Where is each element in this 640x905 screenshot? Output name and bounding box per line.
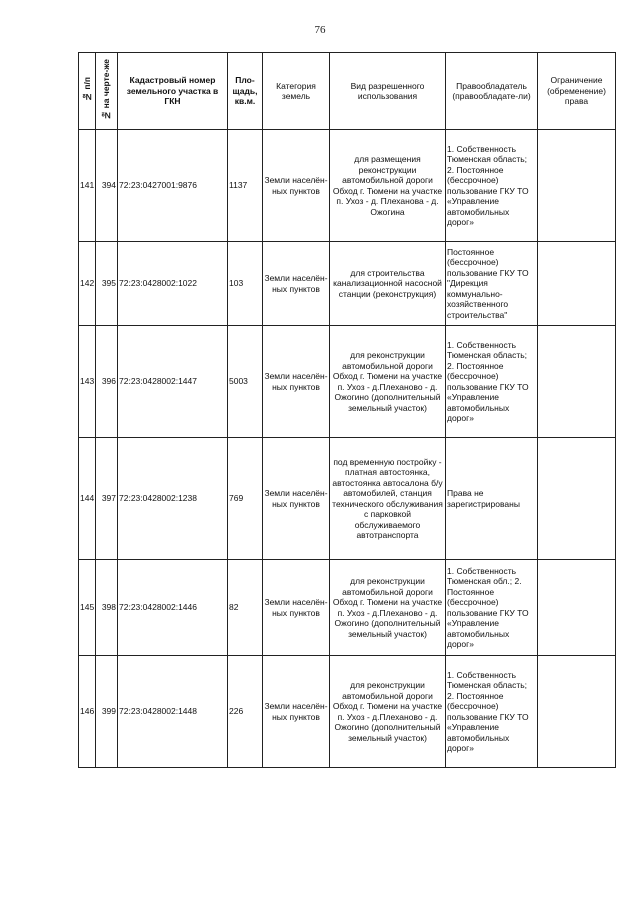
cell-use: для реконструкции автомобильной дороги Обход г. Тюмени на участке п. Ухоз - д.Плеханово - д. Ожогино (дополнительный земельный участок) xyxy=(330,656,446,768)
cell-plan: 395 xyxy=(96,242,118,326)
cell-area: 1137 xyxy=(228,130,263,242)
land-plots-table xyxy=(78,52,616,768)
cell-cadastral: 72:23:0427001:9876 xyxy=(118,130,228,242)
cell-use: для реконструкции автомобильной дороги Обход г. Тюмени на участке п. Ухоз - д.Плеханово - д. Ожогино (дополнительный земельный участок) xyxy=(330,326,446,438)
cell-owner: Постоянное (бессрочное) пользование ГКУ ТО "Дирекция коммунально-хозяйственного строительства" xyxy=(446,242,538,326)
table-row xyxy=(79,438,616,560)
cell-category: Земли населён-ных пунктов xyxy=(263,438,330,560)
table-row xyxy=(79,130,616,242)
cell-use: под временную постройку - платная автостоянка, автостоянка автосалона б/у автомобилей, станция технического обслуживания с парковкой обслуживаемого автотранспорта xyxy=(330,438,446,560)
table-row xyxy=(79,242,616,326)
cell-encumbrance xyxy=(538,242,616,326)
cell-category: Земли населён-ных пунктов xyxy=(263,242,330,326)
cell-encumbrance xyxy=(538,438,616,560)
cell-owner: 1. Собственность Тюменская обл.; 2. Постоянное (бессрочное) пользование ГКУ ТО «Управление автомобильных дорог» xyxy=(446,560,538,656)
table-row xyxy=(79,656,616,768)
cell-cadastral: 72:23:0428002:1022 xyxy=(118,242,228,326)
cell-plan: 396 xyxy=(96,326,118,438)
cell-area: 226 xyxy=(228,656,263,768)
header-encumbrance: Ограничение (обременение) права xyxy=(538,53,616,130)
cell-owner: Права не зарегистрированы xyxy=(446,438,538,560)
cell-encumbrance xyxy=(538,130,616,242)
header-owner: Правообладатель (правообладате-ли) xyxy=(446,53,538,130)
cell-num: 143 xyxy=(79,326,96,438)
cell-plan: 397 xyxy=(96,438,118,560)
cell-use: для реконструкции автомобильной дороги Обход г. Тюмени на участке п. Ухоз - д.Плеханово - д. Ожогино (дополнительный земельный участок) xyxy=(330,560,446,656)
cell-cadastral: 72:23:0428002:1238 xyxy=(118,438,228,560)
cell-use: для строительства канализационной насосной станции (реконструкция) xyxy=(330,242,446,326)
cell-cadastral: 72:23:0428002:1446 xyxy=(118,560,228,656)
cell-owner: 1. Собственность Тюменская область; 2. Постоянное (бессрочное) пользование ГКУ ТО «Управление автомобильных дорог» xyxy=(446,656,538,768)
page-number: 76 xyxy=(314,24,326,36)
cell-encumbrance xyxy=(538,326,616,438)
header-area: Пло-щадь, кв.м. xyxy=(228,53,263,130)
cell-cadastral: 72:23:0428002:1448 xyxy=(118,656,228,768)
cell-use: для размещения реконструкции автомобильной дороги Обход г. Тюмени на участке п. Ухоз - д. Плеханова - д. Ожогина xyxy=(330,130,446,242)
cell-num: 146 xyxy=(79,656,96,768)
cell-num: 142 xyxy=(79,242,96,326)
cell-cadastral: 72:23:0428002:1447 xyxy=(118,326,228,438)
cell-category: Земли населён-ных пунктов xyxy=(263,130,330,242)
cell-owner: 1. Собственность Тюменская область; 2. Постоянное (бессрочное) пользование ГКУ ТО «Управление автомобильных дорог» xyxy=(446,130,538,242)
cell-encumbrance xyxy=(538,560,616,656)
cell-num: 144 xyxy=(79,438,96,560)
cell-area: 5003 xyxy=(228,326,263,438)
cell-category: Земли населён-ных пунктов xyxy=(263,560,330,656)
cell-area: 769 xyxy=(228,438,263,560)
table-row xyxy=(79,326,616,438)
cell-area: 82 xyxy=(228,560,263,656)
cell-owner: 1. Собственность Тюменская область; 2. Постоянное (бессрочное) пользование ГКУ ТО «Управление автомобильных дорог» xyxy=(446,326,538,438)
cell-num: 145 xyxy=(79,560,96,656)
cell-plan: 394 xyxy=(96,130,118,242)
header-category: Категория земель xyxy=(263,53,330,130)
table-row xyxy=(79,560,616,656)
header-use: Вид разрешенного использования xyxy=(330,53,446,130)
header-plan-num: № на черте-же xyxy=(96,53,118,130)
cell-plan: 398 xyxy=(96,560,118,656)
header-num: № п/п xyxy=(79,53,96,130)
cell-plan: 399 xyxy=(96,656,118,768)
cell-area: 103 xyxy=(228,242,263,326)
cell-encumbrance xyxy=(538,656,616,768)
table-header-row xyxy=(79,53,616,130)
cell-num: 141 xyxy=(79,130,96,242)
header-cadastral: Кадастровый номер земельного участка в ГКН xyxy=(118,53,228,130)
cell-category: Земли населён-ных пунктов xyxy=(263,656,330,768)
cell-category: Земли населён-ных пунктов xyxy=(263,326,330,438)
